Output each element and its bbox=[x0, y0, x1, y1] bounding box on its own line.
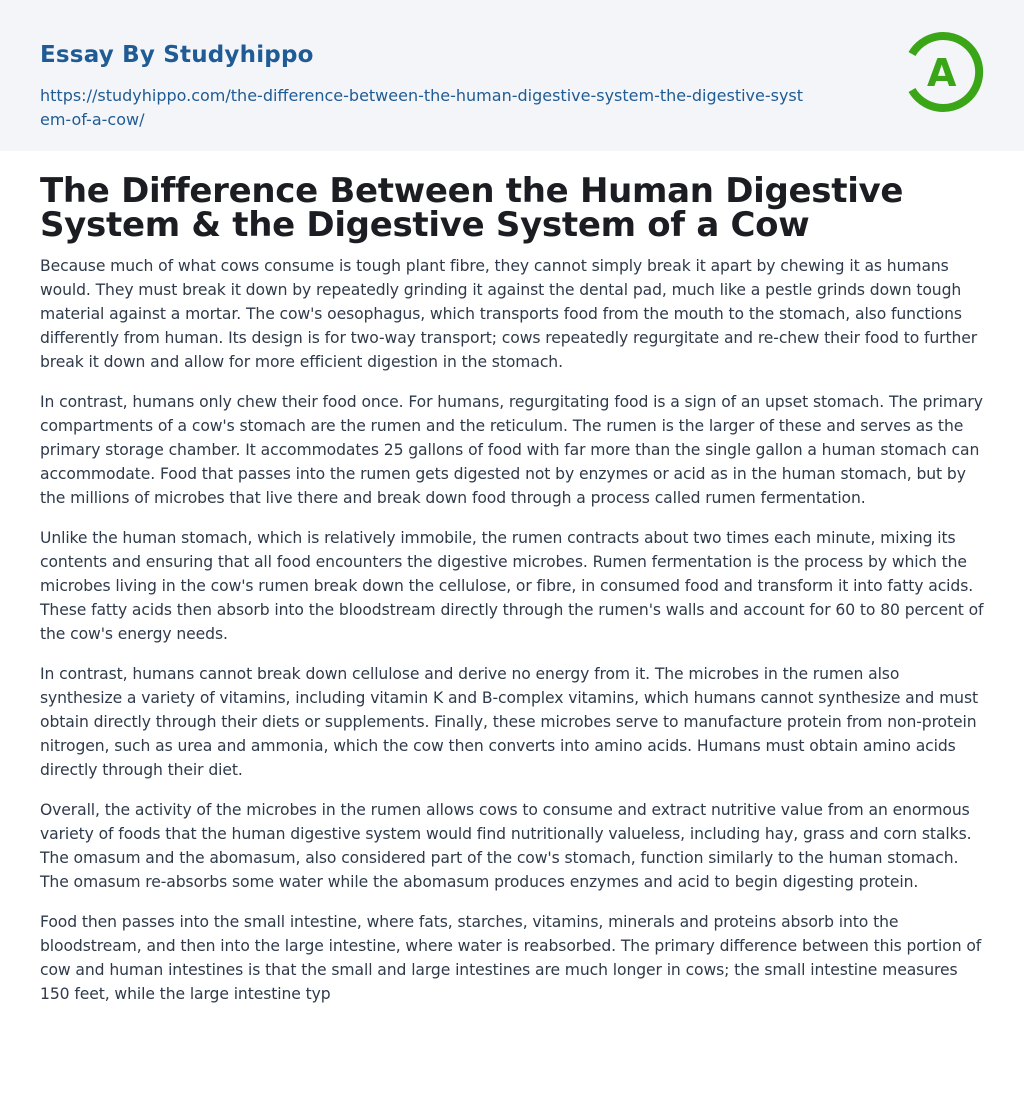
article-paragraph-5: Overall, the activity of the microbes in the rumen allows cows to consume and extract nutritive value from an enormous variety of foods that the human digestive system would find nutritionally valueless, including hay, grass and corn stalks. The omasum and the abomasum, also considered part of the cow's stomach, function similarly to the human stomach. The omasum re-absorbs some water while the abomasum produces enzymes and acid to begin digesting protein. bbox=[40, 801, 972, 891]
article bbox=[0, 151, 1024, 1006]
studyhippo-logo-icon[interactable] bbox=[900, 30, 984, 114]
source-url-link[interactable]: https://studyhippo.com/the-difference-between-the-human-digestive-system-the-digestive-system-of-a-cow/ bbox=[40, 86, 804, 129]
article-paragraph-1: Because much of what cows consume is tough plant fibre, they cannot simply break it apart by chewing it as humans would. They must break it down by repeatedly grinding it against the dental pad, much like a pestle grinds down tough material against a mortar. The cow's oesophagus, which transports food from the mouth to the stomach, also functions differently from human. Its design is for two-way transport; cows repeatedly regurgitate and re-chew their food to further break it down and allow for more efficient digestion in the stomach. bbox=[40, 257, 978, 371]
site-brand[interactable]: Essay By Studyhippo bbox=[40, 42, 314, 68]
site-header bbox=[0, 0, 1024, 151]
article-paragraph-4: In contrast, humans cannot break down cellulose and derive no energy from it. The microbes in the rumen also synthesize a variety of vitamins, including vitamin K and B-complex vitamins, which humans cannot synthesize and must obtain directly through their diets or supplements. Finally, these microbes serve to manufacture protein from non-protein nitrogen, such as urea and ammonia, which the cow then converts into amino acids. Humans must obtain amino acids directly through their diet. bbox=[40, 665, 978, 779]
article-paragraph-3: Unlike the human stomach, which is relatively immobile, the rumen contracts about two times each minute, mixing its contents and ensuring that all food encounters the digestive microbes. Rumen fermentation is the process by which the microbes living in the cow's rumen break down the cellulose, or fibre, in consumed food and transform it into fatty acids. These fatty acids then absorb into the bloodstream directly through the rumen's walls and account for 60 to 80 percent of the cow's energy needs. bbox=[40, 529, 984, 643]
article-paragraph-2: In contrast, humans only chew their food once. For humans, regurgitating food is a sign of an upset stomach. The primary compartments of a cow's stomach are the rumen and the reticulum. The rumen is the larger of these and serves as the primary storage chamber. It accommodates 25 gallons of food with far more than the single gallon a human stomach can accommodate. Food that passes into the rumen gets digested not by enzymes or acid as in the human stomach, but by the millions of microbes that live there and break down food through a process called rumen fermentation. bbox=[40, 393, 983, 507]
logo-letter: A bbox=[927, 51, 957, 95]
article-paragraph-6: Food then passes into the small intestine, where fats, starches, vitamins, minerals and proteins absorb into the bloodstream, and then into the large intestine, where water is reabsorbed. The primary difference between this portion of cow and human intestines is that the small and large intestines are much longer in cows; the small intestine measures 150 feet, while the large intestine typ bbox=[40, 913, 982, 1003]
article-title: The Difference Between the Human Digestive System & the Digestive System of a Cow bbox=[40, 171, 904, 245]
